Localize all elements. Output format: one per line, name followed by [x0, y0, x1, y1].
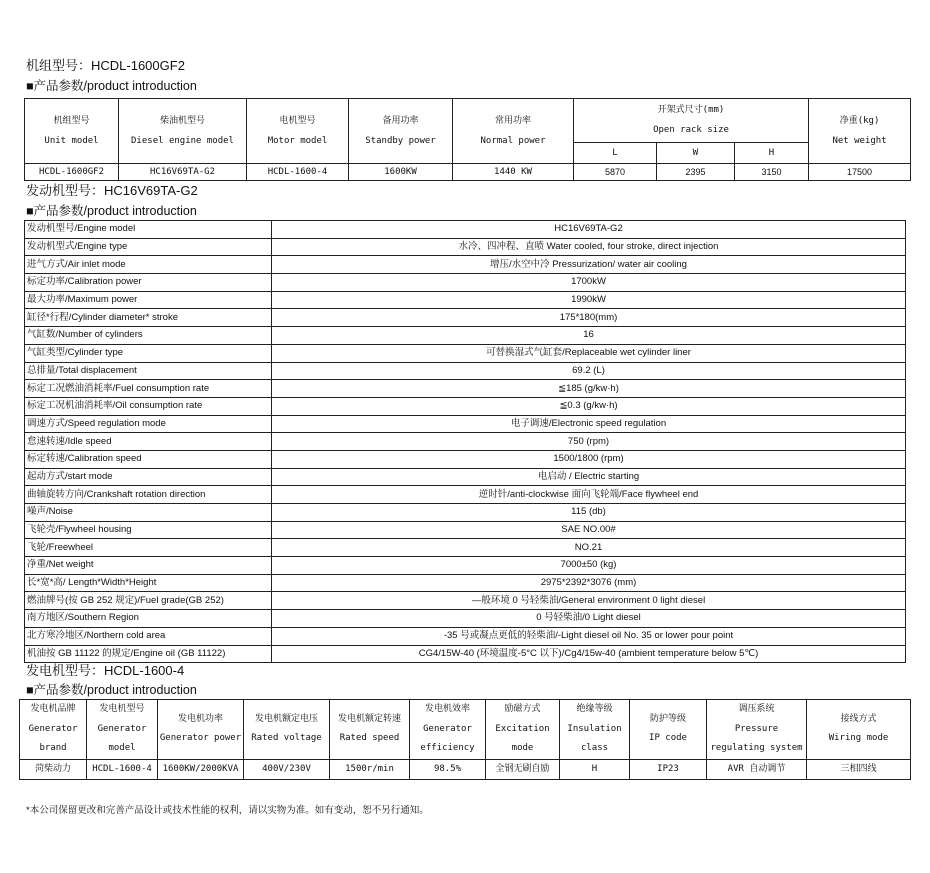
generator-value-cell: AVR 自动调节 [707, 759, 807, 779]
table-row [25, 645, 906, 663]
spec-label: 标定工况机油消耗率/Oil consumption rate [25, 397, 272, 415]
header-line: 发电机额定转速 [337, 713, 401, 724]
spec-value: CG4/15W-40 (环境温度-5°C 以下)/Cg4/15w-40 (ambient temperature below 5℃) [272, 645, 906, 663]
table-row [25, 327, 906, 345]
table-row [25, 221, 906, 239]
spec-value: 69.2 (L) [272, 362, 906, 380]
header-line: 防护等级 [649, 713, 686, 724]
spec-label: 噪声/Noise [25, 504, 272, 522]
generator-value-cell: 菏柴动力 [20, 759, 87, 779]
header-line: 发电机额定电压 [254, 713, 318, 724]
spec-value: 7000±50 (kg) [272, 557, 906, 575]
generator-model-title: 发电机型号：HCDL-1600-4 [26, 663, 185, 678]
spec-value: 1700kW [272, 274, 906, 292]
table-row [25, 433, 906, 451]
spec-label: 最大功率/Maximum power [25, 291, 272, 309]
table-row [25, 557, 906, 575]
generator-value-cell: 98.5% [410, 759, 486, 779]
table-row [25, 504, 906, 522]
generator-value-cell: IP23 [630, 759, 707, 779]
unit-spec-table [24, 98, 911, 181]
header-line: Rated speed [339, 733, 400, 744]
generator-header-cell [87, 700, 158, 760]
header-line: class [580, 743, 609, 753]
spec-value: —般环境 0 号轻柴油/General environment 0 light diesel [272, 592, 906, 610]
table-row [25, 397, 906, 415]
spec-label: 标定工况燃油消耗率/Fuel consumption rate [25, 380, 272, 398]
value-net-weight: 17500 [809, 164, 911, 181]
spec-value: 115 (db) [272, 504, 906, 522]
generator-value-cell: 三相四线 [807, 759, 911, 779]
header-unit-model: 机组型号 Unit model [25, 99, 119, 164]
generator-header-cell [158, 700, 244, 760]
header-open-rack-size: 开架式尺寸(mm) Open rack size [574, 99, 809, 143]
header-line: Generator power [159, 733, 242, 744]
header-line: Rated voltage [251, 733, 322, 744]
generator-value-cell: 400V/230V [244, 759, 330, 779]
header-line: 发电机效率 [424, 704, 470, 714]
spec-label: 燃油牌号(按 GB 252 规定)/Fuel grade(GB 252) [25, 592, 272, 610]
header-line: Pressure [734, 723, 779, 734]
spec-label: 飞轮壳/Flywheel housing [25, 521, 272, 539]
header-net-weight: 净重(kg) Net weight [809, 99, 911, 164]
spec-label: 怠速转速/Idle speed [25, 433, 272, 451]
generator-value-cell: HCDL-1600-4 [87, 759, 158, 779]
spec-value: 电子调速/Electronic speed regulation [272, 415, 906, 433]
spec-label: 缸径*行程/Cylinder diameter* stroke [25, 309, 272, 327]
header-line: 发电机品牌 [30, 704, 76, 714]
table-row [25, 468, 906, 486]
spec-value: SAE NO.00# [272, 521, 906, 539]
header-line: 发电机型号 [99, 704, 145, 714]
header-size-l: L [574, 142, 657, 163]
table-row [25, 309, 906, 327]
spec-value: 水冷、四冲程、直喷 Water cooled, four stroke, direct injection [272, 238, 906, 256]
header-standby-power: 备用功率 Standby power [349, 99, 453, 164]
spec-label: 飞轮/Freewheel [25, 539, 272, 557]
header-line: Generator [97, 723, 147, 734]
table-row [25, 344, 906, 362]
generator-spec-table [19, 699, 911, 780]
spec-label: 发动机型号/Engine model [25, 221, 272, 239]
header-line: mode [511, 743, 534, 753]
header-motor-model: 电机型号 Motor model [247, 99, 349, 164]
table-row [25, 521, 906, 539]
value-motor-model: HCDL-1600-4 [247, 164, 349, 181]
spec-value: HC16V69TA-G2 [272, 221, 906, 239]
header-line: Insulation [567, 723, 622, 734]
spec-value: 电启动 / Electric starting [272, 468, 906, 486]
generator-header-cell [807, 700, 911, 760]
spec-value: 1990kW [272, 291, 906, 309]
generator-header-cell [486, 700, 560, 760]
section-subtitle-1: ■产品参数/product introduction [26, 79, 197, 93]
header-size-w: W [657, 142, 735, 163]
value-standby-power: 1600KW [349, 164, 453, 181]
table-row [25, 256, 906, 274]
header-engine-model: 柴油机型号 Diesel engine model [119, 99, 247, 164]
value-size-l: 5870 [574, 164, 657, 181]
section-subtitle-3: ■产品参数/product introduction [26, 683, 197, 697]
unit-model-title: 机组型号：HCDL-1600GF2 [26, 58, 185, 73]
generator-header-cell [330, 700, 410, 760]
spec-value: -35 号或凝点更低的轻柴油/-Light diesel oil No. 35 or lower pour point [272, 627, 906, 645]
table-row [25, 574, 906, 592]
header-line: 励磁方式 [504, 704, 541, 714]
engine-spec-table [24, 220, 906, 663]
generator-header-cell [20, 700, 87, 760]
header-line: Generator [28, 723, 78, 734]
spec-label: 总排量/Total displacement [25, 362, 272, 380]
spec-value: 2975*2392*3076 (mm) [272, 574, 906, 592]
header-line: 发电机功率 [177, 713, 223, 724]
table-row [25, 238, 906, 256]
table-row [25, 627, 906, 645]
spec-label: 气缸数/Number of cylinders [25, 327, 272, 345]
spec-label: 进气方式/Air inlet mode [25, 256, 272, 274]
header-line: brand [39, 743, 67, 753]
spec-label: 调速方式/Speed regulation mode [25, 415, 272, 433]
header-line: Excitation [495, 723, 550, 734]
value-unit-model: HCDL-1600GF2 [25, 164, 119, 181]
spec-value: 175*180(mm) [272, 309, 906, 327]
table-row [25, 415, 906, 433]
spec-value: ≦0.3 (g/kw·h) [272, 397, 906, 415]
header-line: IP code [649, 733, 687, 744]
spec-value: 增压/水空中冷 Pressurization/ water air cooling [272, 256, 906, 274]
spec-label: 标定功率/Calibration power [25, 274, 272, 292]
header-line: model [108, 743, 136, 753]
spec-label: 长*宽*高/ Length*Width*Height [25, 574, 272, 592]
spec-value: ≦185 (g/kw·h) [272, 380, 906, 398]
spec-value: 1500/1800 (rpm) [272, 450, 906, 468]
table-row [25, 380, 906, 398]
spec-label: 气缸类型/Cylinder type [25, 344, 272, 362]
spec-label: 净重/Net weight [25, 557, 272, 575]
table-row [25, 291, 906, 309]
table-row [25, 539, 906, 557]
generator-header-cell [410, 700, 486, 760]
spec-label: 机油按 GB 11122 的规定/Engine oil (GB 11122) [25, 645, 272, 663]
header-line: efficiency [420, 743, 475, 753]
header-line: Wiring mode [828, 733, 889, 744]
generator-header-cell [244, 700, 330, 760]
spec-value: 16 [272, 327, 906, 345]
spec-value: 750 (rpm) [272, 433, 906, 451]
spec-label: 起动方式/start mode [25, 468, 272, 486]
spec-value: 逆时针/anti-clockwise 面向飞轮端/Face flywheel end [272, 486, 906, 504]
generator-value-cell: 1600KW/2000KVA [158, 759, 244, 779]
header-line: regulating system [710, 743, 803, 753]
section-subtitle-2: ■产品参数/product introduction [26, 204, 197, 218]
engine-model-title: 发动机型号：HC16V69TA-G2 [26, 183, 198, 198]
header-line: 绝缘等级 [576, 704, 613, 714]
header-normal-power: 常用功率 Normal power [453, 99, 574, 164]
spec-value: 可替换湿式气缸套/Replaceable wet cylinder liner [272, 344, 906, 362]
generator-header-cell [630, 700, 707, 760]
table-row [25, 450, 906, 468]
value-engine-model: HC16V69TA-G2 [119, 164, 247, 181]
table-row [25, 362, 906, 380]
spec-value: 0 号轻柴油/0 Light diesel [272, 610, 906, 628]
generator-header-cell [707, 700, 807, 760]
generator-header-cell [560, 700, 630, 760]
generator-value-cell: H [560, 759, 630, 779]
header-line: 接线方式 [840, 713, 877, 724]
spec-label: 南方地区/Southern Region [25, 610, 272, 628]
table-row [25, 610, 906, 628]
value-normal-power: 1440 KW [453, 164, 574, 181]
value-size-w: 2395 [657, 164, 735, 181]
generator-value-cell: 全钢无刷自励 [486, 759, 560, 779]
spec-label: 北方寒冷地区/Northern cold area [25, 627, 272, 645]
generator-value-cell: 1500r/min [330, 759, 410, 779]
table-row [25, 486, 906, 504]
spec-label: 标定转速/Calibration speed [25, 450, 272, 468]
header-line: 调压系统 [738, 704, 775, 714]
spec-value: NO.21 [272, 539, 906, 557]
header-line: Generator [423, 723, 472, 734]
spec-label: 发动机型式/Engine type [25, 238, 272, 256]
spec-label: 曲轴旋转方向/Crankshaft rotation direction [25, 486, 272, 504]
table-row [25, 274, 906, 292]
table-row [25, 592, 906, 610]
value-size-h: 3150 [735, 164, 809, 181]
disclaimer-note: *本公司保留更改和完善产品设计或技术性能的权利，请以实物为准。如有变动，恕不另行通知。 [26, 805, 429, 816]
header-size-h: H [735, 142, 809, 163]
